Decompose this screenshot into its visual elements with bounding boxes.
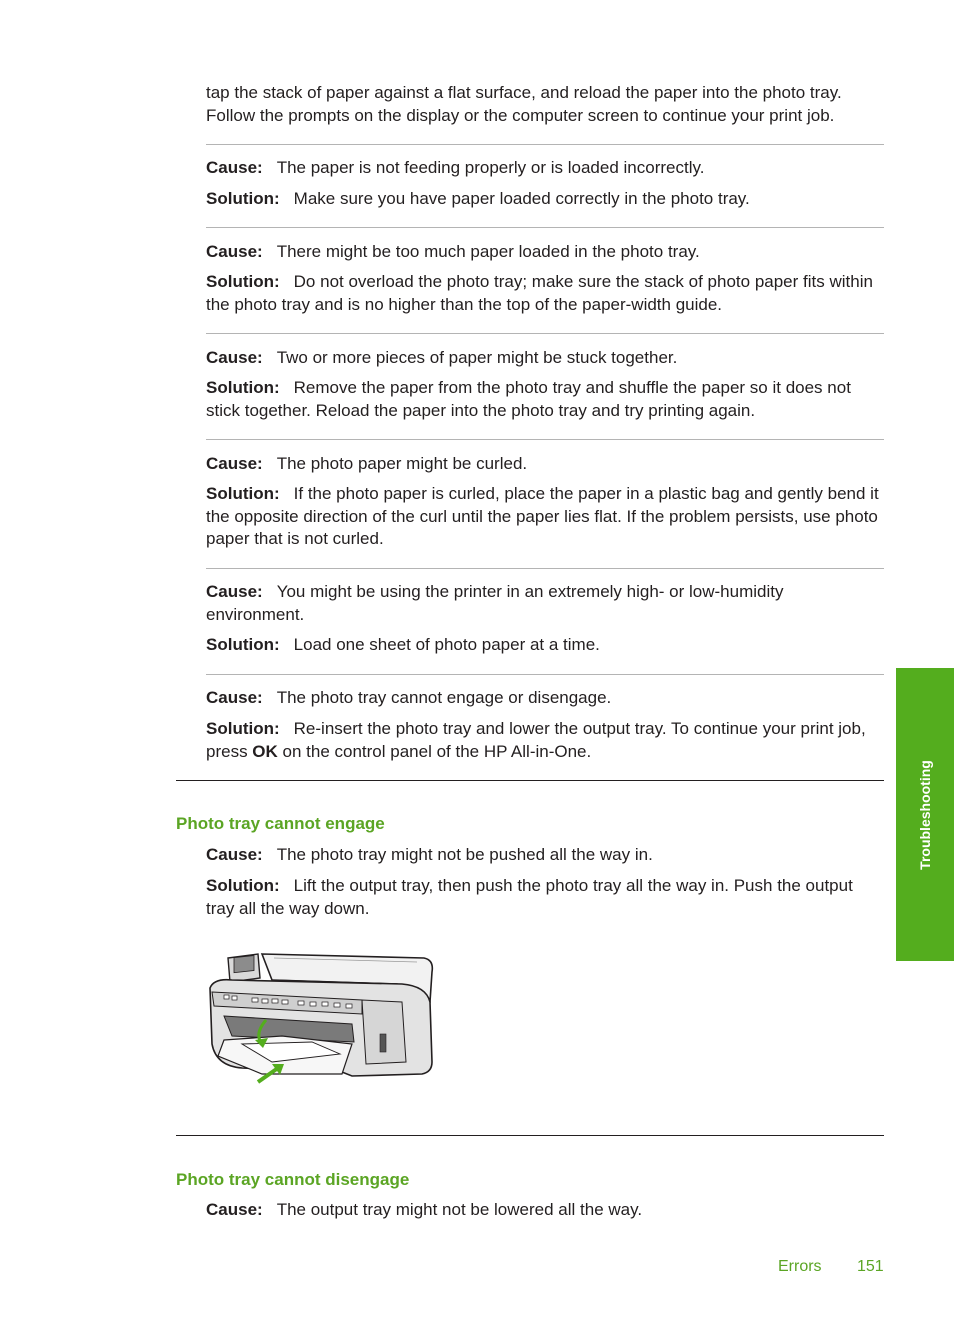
solution-label: Solution:	[206, 378, 280, 397]
section-divider	[176, 1135, 884, 1136]
solution-text	[206, 377, 884, 422]
solution-value-end: on the control panel of the HP All-in-One.	[277, 741, 592, 761]
solution-value: Re-insert the photo tray and lower the output tray. To continue your print job, press	[206, 719, 866, 761]
divider	[206, 674, 884, 675]
page-number: 151	[857, 1258, 884, 1275]
divider	[206, 227, 884, 228]
cause-text	[206, 687, 884, 710]
cause-value: Two or more pieces of paper might be stuck together.	[276, 348, 678, 367]
solution-label: Solution:	[206, 484, 280, 503]
solution-text	[206, 188, 884, 211]
cause-value: There might be too much paper loaded in the photo tray.	[276, 242, 700, 261]
cause-label: Cause:	[206, 454, 263, 473]
cause-value: The photo tray might not be pushed all the way in.	[276, 845, 653, 864]
troubleshooting-side-tab	[896, 668, 954, 961]
side-tab-label: Troubleshooting	[917, 759, 933, 870]
solution-value: Do not overload the photo tray; make sure the stack of photo paper fits within the photo tray and is no higher than the top of the paper-width guide.	[206, 272, 873, 314]
solution-value: Remove the paper from the photo tray and shuffle the paper so it does not stick together. Reload the paper into the photo tray and try printing again.	[206, 378, 851, 420]
solution-label: Solution:	[206, 876, 280, 895]
solution-text	[206, 271, 884, 316]
solution-value: Load one sheet of photo paper at a time.	[293, 635, 600, 654]
intro-line-1: tap the stack of paper against a flat surface, and reload the paper into the photo tray.	[206, 83, 842, 102]
section-heading-engage: Photo tray cannot engage	[176, 814, 385, 833]
cause-text	[206, 347, 884, 370]
cause-text	[206, 581, 884, 626]
cause-label: Cause:	[206, 582, 263, 601]
cause-text	[206, 157, 884, 180]
solution-label: Solution:	[206, 635, 280, 654]
cause-text	[206, 453, 884, 476]
intro-paragraph	[206, 82, 884, 127]
cause-label: Cause:	[206, 242, 263, 261]
cause-label: Cause:	[206, 158, 263, 177]
ok-button-name: OK	[252, 741, 278, 761]
cause-value: You might be using the printer in an extremely high- or low-humidity environment.	[206, 582, 784, 624]
solution-value: If the photo paper is curled, place the paper in a plastic bag and gently bend it the opposite direction of the curl until the paper lies flat. If the problem persists, use photo paper that is not curled.	[206, 484, 879, 548]
section-heading-disengage: Photo tray cannot disengage	[176, 1170, 410, 1189]
solution-label: Solution:	[206, 272, 280, 291]
cause-text	[206, 844, 884, 867]
cause-text	[206, 241, 884, 264]
intro-line-2: Follow the prompts on the display or the computer screen to continue your print job.	[206, 105, 835, 125]
solution-label: Solution:	[206, 719, 280, 738]
solution-text	[206, 634, 884, 657]
section-divider	[176, 780, 884, 781]
printer-illustration	[202, 944, 438, 1090]
solution-value: Make sure you have paper loaded correctly in the photo tray.	[293, 189, 750, 208]
cause-value: The photo tray cannot engage or disengage.	[276, 688, 612, 707]
solution-label: Solution:	[206, 189, 280, 208]
solution-value: Lift the output tray, then push the photo tray all the way in. Push the output tray all the way down.	[206, 876, 853, 918]
cause-label: Cause:	[206, 845, 263, 864]
cause-value: The paper is not feeding properly or is loaded incorrectly.	[276, 158, 705, 177]
divider	[206, 333, 884, 334]
cause-value: The output tray might not be lowered all the way.	[276, 1200, 643, 1219]
footer-section-name: Errors	[778, 1258, 822, 1275]
solution-text	[206, 718, 884, 763]
cause-value: The photo paper might be curled.	[276, 454, 528, 473]
divider	[206, 568, 884, 569]
cause-label: Cause:	[206, 348, 263, 367]
solution-text	[206, 483, 884, 551]
solution-text	[206, 875, 884, 920]
cause-label: Cause:	[206, 688, 263, 707]
cause-text	[206, 1199, 884, 1222]
divider	[206, 144, 884, 145]
cause-label: Cause:	[206, 1200, 263, 1219]
divider	[206, 439, 884, 440]
